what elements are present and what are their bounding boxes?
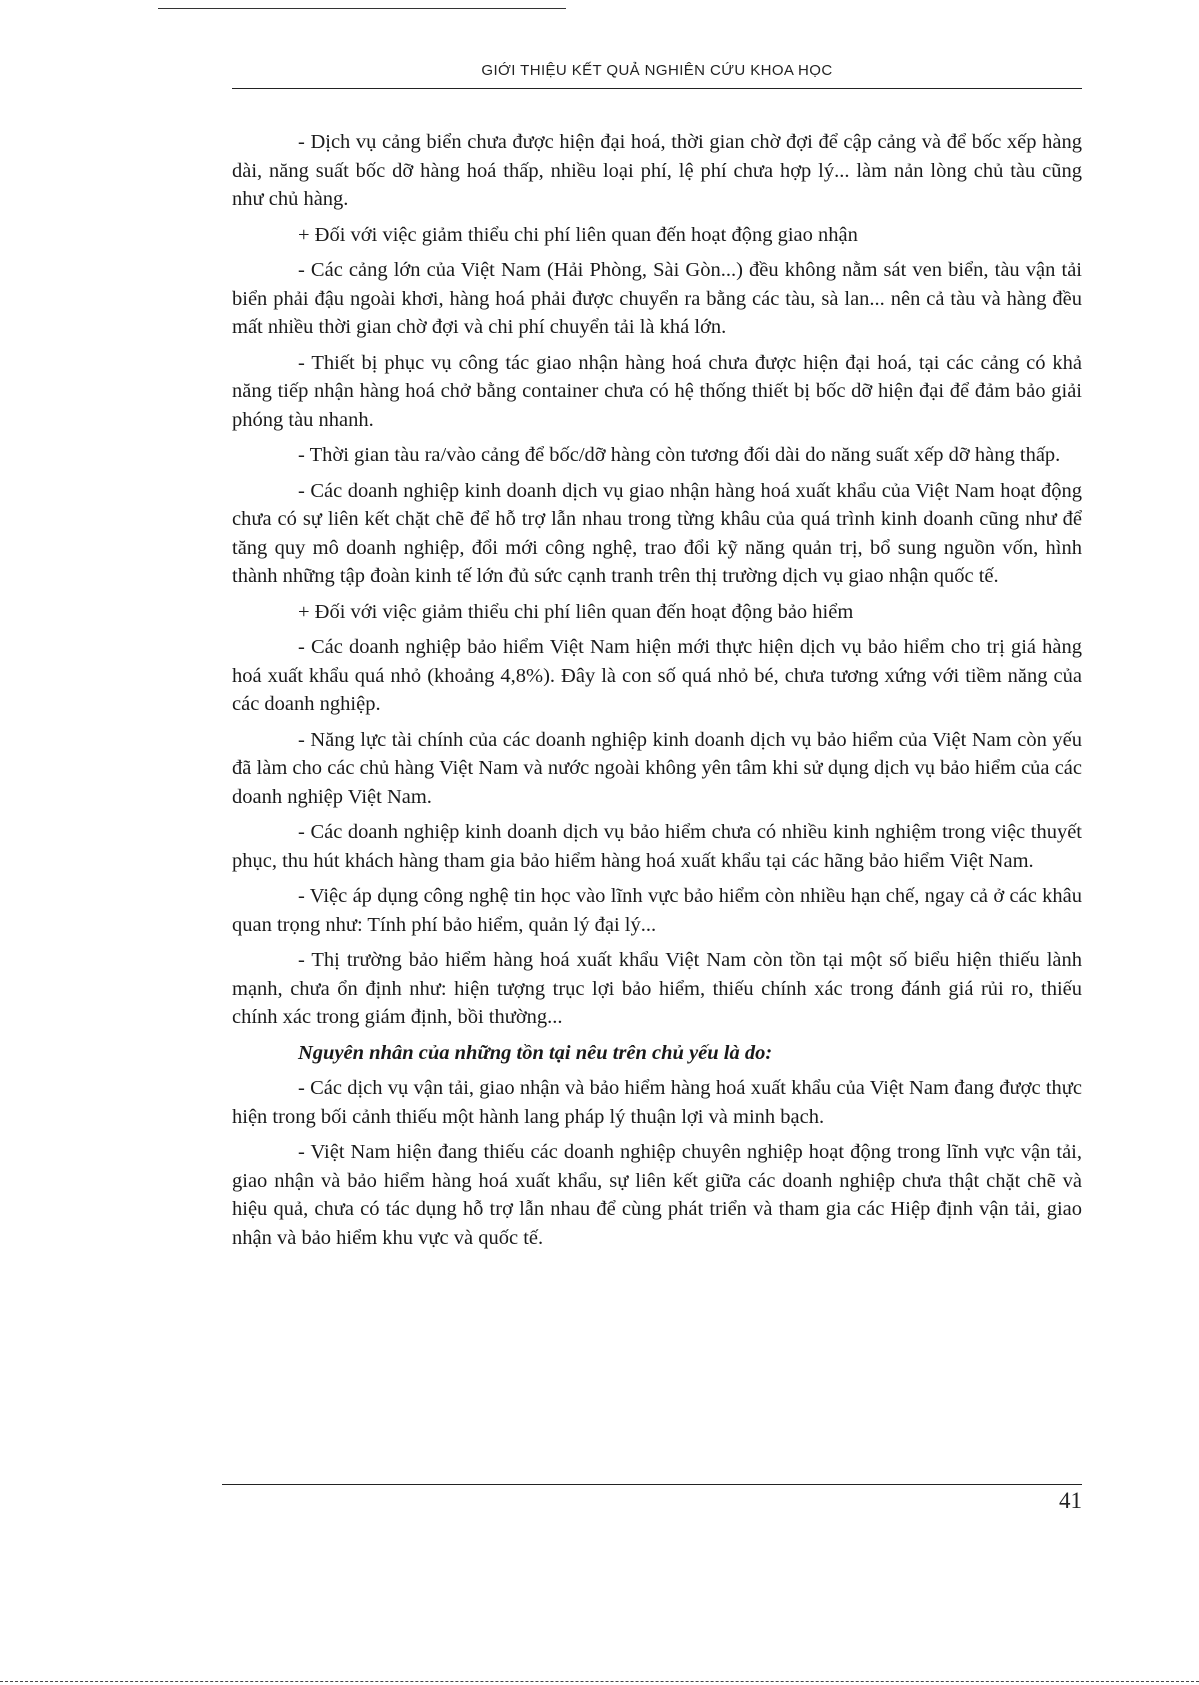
paragraph: - Việt Nam hiện đang thiếu các doanh nghiệp chuyên nghiệp hoạt động trong lĩnh vực vận tải, giao nhận và bảo hiểm hàng hoá xuất khẩu, sự liên kết giữa các doanh nghiệp chưa thật chặt chẽ và hiệu quả, chưa có tác dụng hỗ trợ lẫn nhau để cùng phát triển và tham gia các Hiệp định vận tải, giao nhận và bảo hiểm khu vực và quốc tế. <box>232 1141 1082 1249</box>
header-divider <box>232 88 1082 89</box>
footer-divider <box>222 1484 1082 1485</box>
section-bullet: + Đối với việc giảm thiểu chi phí liên quan đến hoạt động bảo hiểm <box>298 600 854 623</box>
paragraph: - Các dịch vụ vận tải, giao nhận và bảo hiểm hàng hoá xuất khẩu của Việt Nam đang được thực hiện trong bối cảnh thiếu một hành lang pháp lý thuận lợi và minh bạch. <box>232 1077 1082 1128</box>
paragraph: - Dịch vụ cảng biển chưa được hiện đại hoá, thời gian chờ đợi để cập cảng và để bốc xếp hàng dài, năng suất bốc dỡ hàng hoá thấp, nhiều loại phí, lệ phí chưa hợp lý... làm nản lòng chủ tàu cũng như chủ hàng. <box>232 131 1082 210</box>
section-heading: Nguyên nhân của những tồn tại nêu trên chủ yếu là do: <box>298 1041 773 1064</box>
paragraph: - Thiết bị phục vụ công tác giao nhận hàng hoá chưa được hiện đại hoá, tại các cảng có khả năng tiếp nhận hàng hoá chở bằng container chưa có hệ thống thiết bị bốc dỡ hiện đại để đảm bảo giải phóng tàu nhanh. <box>232 351 1082 431</box>
paragraph: - Năng lực tài chính của các doanh nghiệp kinh doanh dịch vụ bảo hiểm của Việt Nam còn yếu đã làm cho các chủ hàng Việt Nam và nước ngoài không yên tâm khi sử dụng dịch vụ bảo hiểm của các doanh nghiệp Việt Nam. <box>232 728 1082 808</box>
paragraph: - Các doanh nghiệp kinh doanh dịch vụ bảo hiểm chưa có nhiều kinh nghiệm trong việc thuyết phục, thu hút khách hàng tham gia bảo hiểm hàng hoá xuất khẩu tại các hãng bảo hiểm Việt Nam. <box>232 821 1082 872</box>
section-bullet: + Đối với việc giảm thiểu chi phí liên quan đến hoạt động giao nhận <box>298 223 858 246</box>
bottom-border-rule <box>0 1681 1199 1682</box>
running-header: GIỚI THIỆU KẾT QUẢ NGHIÊN CỨU KHOA HỌC <box>481 62 833 79</box>
paragraph: - Thị trường bảo hiểm hàng hoá xuất khẩu Việt Nam còn tồn tại một số biểu hiện thiếu lành mạnh, chưa ổn định như: hiện tượng trục lợi bảo hiểm, thiếu chính xác trong đánh giá rủi ro, thiếu chính xác trong giám định, bồi thường... <box>232 949 1082 1028</box>
page-number: 41 <box>1059 1488 1082 1513</box>
top-border-rule-tail <box>542 8 564 9</box>
top-border-rule <box>158 8 566 9</box>
paragraph: - Các doanh nghiệp kinh doanh dịch vụ giao nhận hàng hoá xuất khẩu của Việt Nam hoạt động chưa có sự liên kết chặt chẽ để hỗ trợ lẫn nhau trong từng khâu của quá trình kinh doanh cũng như để tăng quy mô doanh nghiệp, đổi mới công nghệ, trao đổi kỹ năng quản trị, bổ sung nguồn vốn, hình thành những tập đoàn kinh tế lớn đủ sức cạnh tranh trên thị trường dịch vụ giao nhận quốc tế. <box>232 479 1082 587</box>
paragraph: - Việc áp dụng công nghệ tin học vào lĩnh vực bảo hiểm còn nhiều hạn chế, ngay cả ở các khâu quan trọng như: Tính phí bảo hiểm, quản lý đại lý... <box>232 885 1082 936</box>
paragraph: - Các doanh nghiệp bảo hiểm Việt Nam hiện mới thực hiện dịch vụ bảo hiểm cho trị giá hàng hoá xuất khẩu quá nhỏ (khoảng 4,8%). Đây là con số quá nhỏ bé, chưa tương xứng với tiềm năng của các doanh nghiệp. <box>232 636 1082 715</box>
paragraph: - Các cảng lớn của Việt Nam (Hải Phòng, Sài Gòn...) đều không nằm sát ven biển, tàu vận tải biển phải đậu ngoài khơi, hàng hoá phải được chuyển ra bằng các tàu, sà lan... nên cả tàu và hàng đều mất nhiều thời gian chờ đợi và chi phí chuyển tải là khá lớn. <box>232 259 1082 338</box>
paragraph: - Thời gian tàu ra/vào cảng để bốc/dỡ hàng còn tương đối dài do năng suất xếp dỡ hàng thấp. <box>298 444 1061 466</box>
body-text <box>232 128 1082 1259</box>
